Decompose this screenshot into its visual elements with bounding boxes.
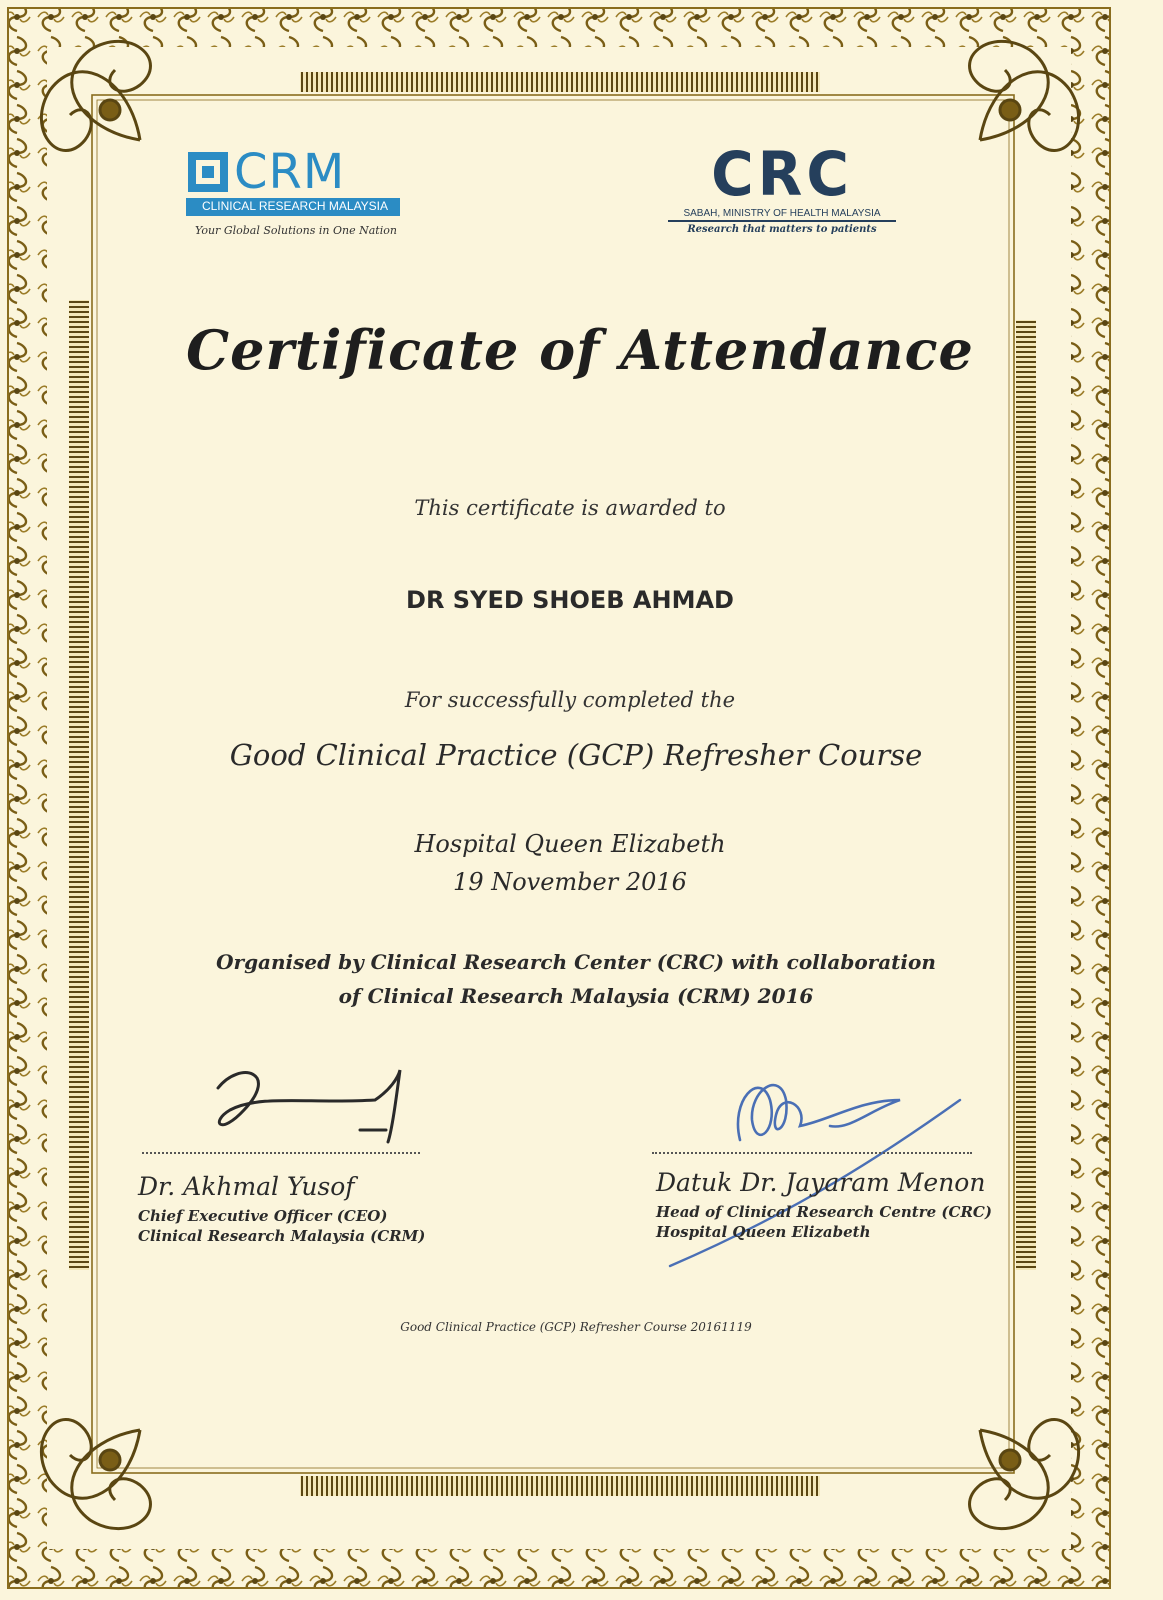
crc-logo [668, 138, 900, 240]
signatory-right-title-2: Hospital Queen Elizabeth [656, 1223, 871, 1241]
crm-logo [186, 144, 408, 248]
organiser-line-1: Organised by Clinical Research Center (CRC) with collaboration [216, 950, 936, 974]
course-name: Good Clinical Practice (GCP) Refresher Course [229, 738, 923, 772]
organiser-line-2: of Clinical Research Malaysia (CRM) 2016 [338, 984, 814, 1008]
course-date: 19 November 2016 [453, 868, 687, 896]
crm-org-name: CLINICAL RESEARCH MALAYSIA [201, 199, 389, 213]
signatory-left [138, 1172, 458, 1245]
signature-line-left [142, 1152, 420, 1154]
awarded-line: This certificate is awarded to [414, 496, 726, 520]
certificate-title: Certificate of Attendance [186, 318, 974, 382]
signature-line-right [652, 1152, 972, 1154]
footer-course-code: Good Clinical Practice (GCP) Refresher Course 20161119 [400, 1320, 752, 1334]
signatory-right [656, 1168, 996, 1241]
recipient-name: DR SYED SHOEB AHMAD [406, 586, 734, 614]
crc-wordmark: CRC [711, 138, 853, 210]
signatory-left-title-1: Chief Executive Officer (CEO) [138, 1207, 388, 1225]
signatory-left-name: Dr. Akhmal Yusof [138, 1172, 355, 1201]
crm-tagline: Your Global Solutions in One Nation [195, 224, 397, 237]
signatory-right-name: Datuk Dr. Jayaram Menon [656, 1168, 986, 1197]
venue: Hospital Queen Elizabeth [414, 830, 726, 858]
signatory-right-title-1: Head of Clinical Research Centre (CRC) [656, 1203, 992, 1221]
crm-wordmark: CRM [234, 144, 346, 200]
signatory-left-title-2: Clinical Research Malaysia (CRM) [138, 1227, 426, 1245]
crc-tagline: Research that matters to patients [687, 224, 877, 235]
crc-org-name: SABAH, MINISTRY OF HEALTH MALAYSIA [668, 208, 896, 222]
completed-line: For successfully completed the [404, 688, 736, 712]
signature-left [200, 1060, 420, 1150]
